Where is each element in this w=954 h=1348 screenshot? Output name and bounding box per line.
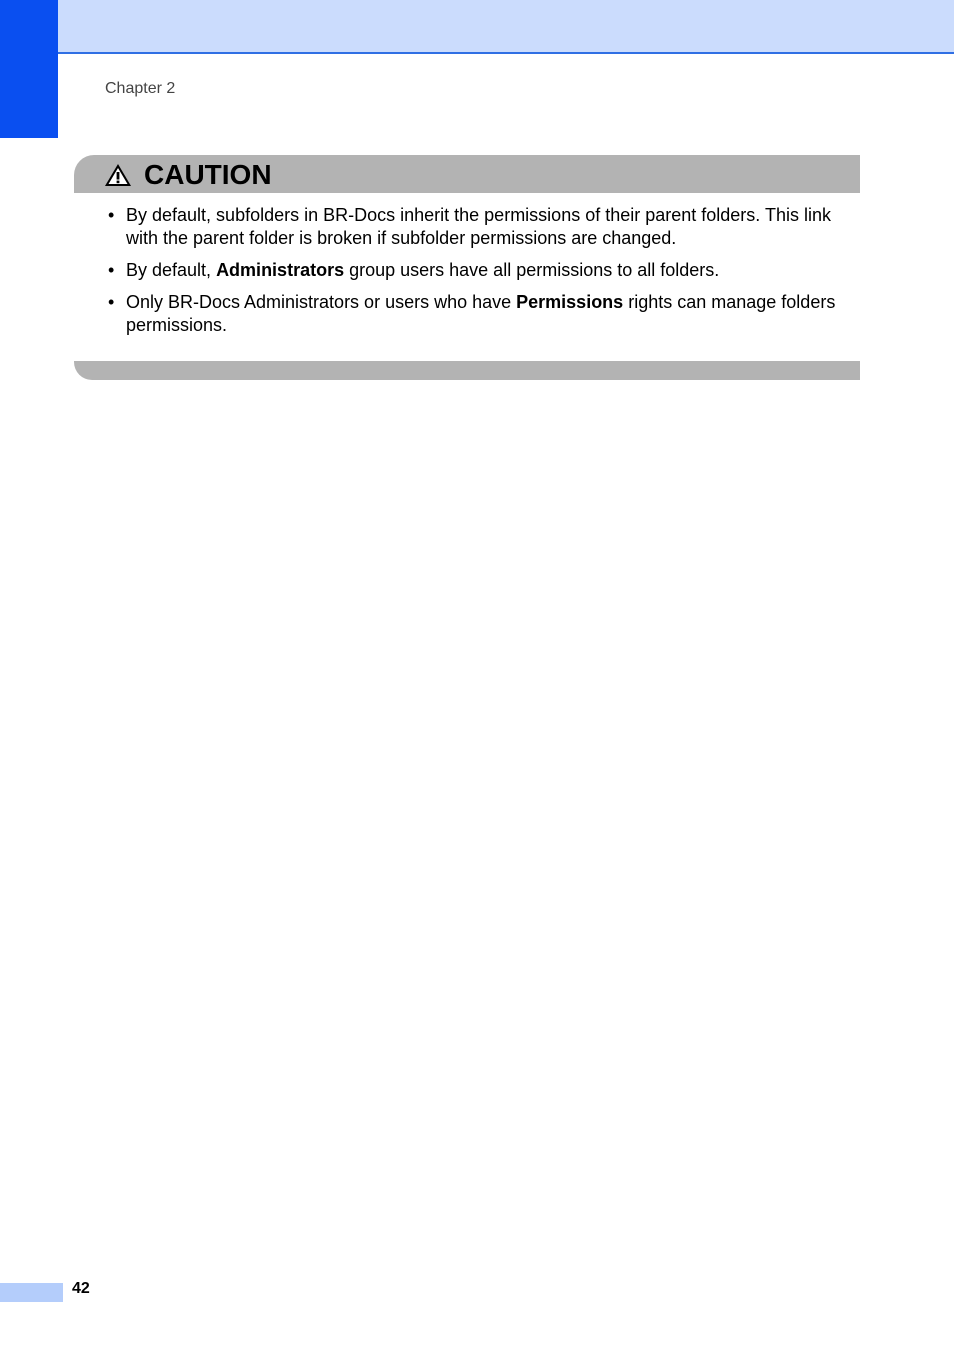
caution-header	[74, 155, 860, 193]
warning-triangle-icon	[104, 163, 132, 187]
caution-title: CAUTION	[144, 159, 272, 190]
item-text-after: group users have all permissions to all folders.	[344, 260, 720, 280]
item-text-before: By default,	[126, 260, 217, 280]
item-text-after: rights can manage folders permissions.	[126, 292, 836, 335]
page-number: 42	[72, 1280, 90, 1297]
item-text-bold: Permissions	[516, 292, 624, 312]
caution-list	[74, 193, 860, 361]
item-text: By default, subfolders in BR-Docs inherit the permissions of their parent folders. This link with the parent folder is broken if subfolder permissions are changed.	[126, 205, 831, 248]
list-item	[74, 291, 860, 337]
list-item	[74, 204, 860, 250]
item-text-bold: Administrators	[216, 260, 345, 280]
page-tab	[0, 1283, 63, 1302]
chapter-label: Chapter 2	[105, 80, 176, 97]
chapter-tab	[0, 0, 58, 138]
caution-footer-bar	[74, 361, 860, 380]
item-text-before: Only BR-Docs Administrators or users who have	[126, 292, 517, 312]
list-item	[74, 259, 860, 282]
header-band	[58, 0, 954, 54]
caution-box	[74, 155, 860, 380]
